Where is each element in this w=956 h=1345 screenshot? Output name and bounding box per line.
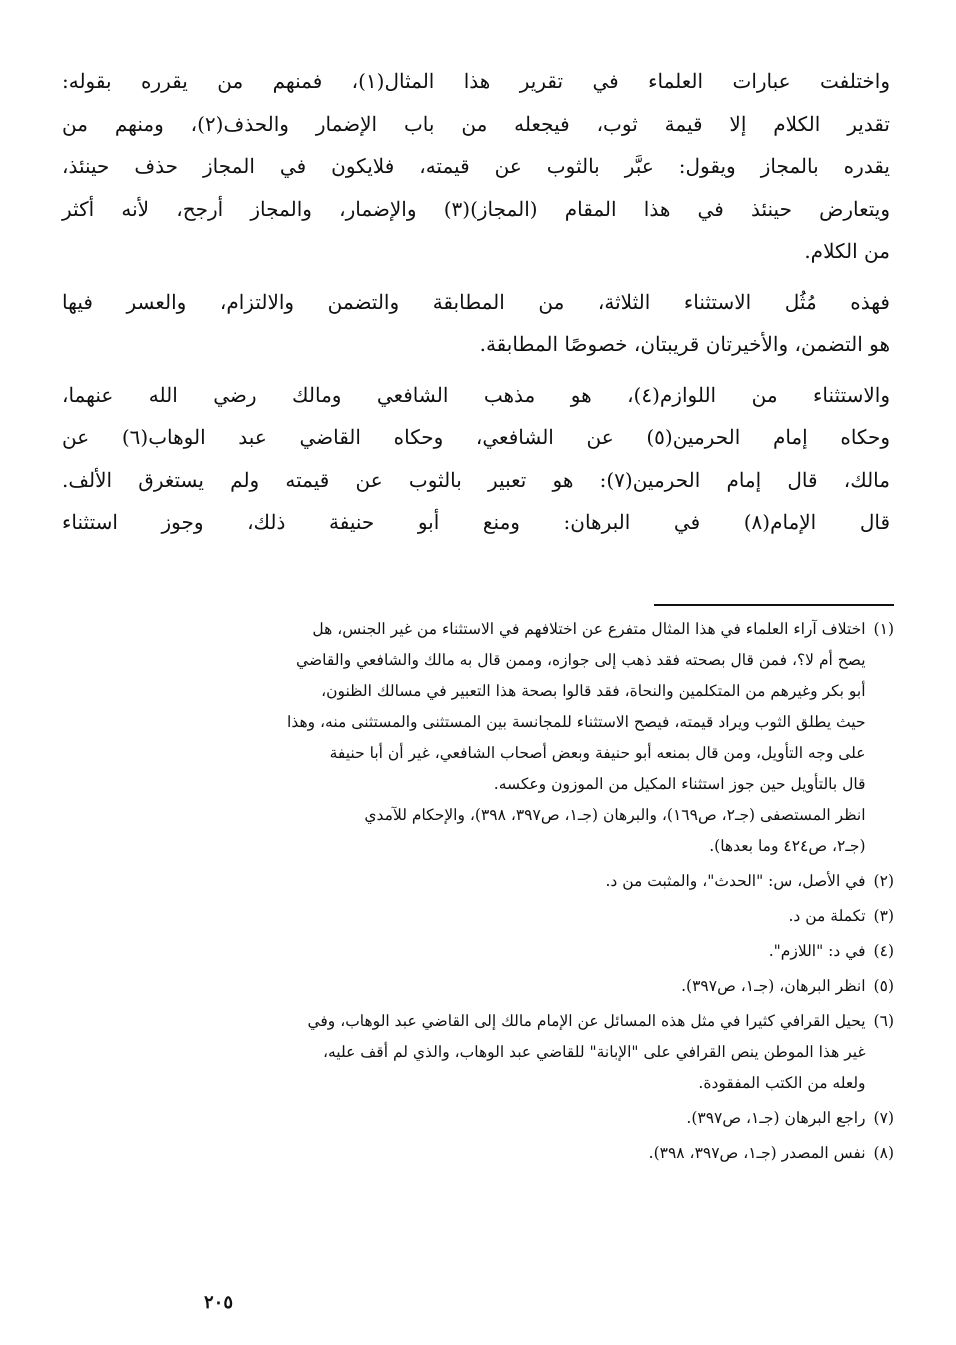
footnote-line: في الأصل، س: "الحدث"، والمثبت من د. — [605, 872, 866, 890]
paragraph-2 — [62, 281, 890, 366]
footnote-line: انظر المستصفى (جـ٢، ص١٦٩)، والبرهان (جـ١، ص٣٩٧، ٣٩٨)، والإحكام للآمدي — [364, 806, 866, 824]
footnote-text — [58, 971, 866, 1002]
footnote-6 — [58, 1006, 894, 1099]
footnote-7 — [58, 1103, 894, 1134]
footnote-line: (جـ٢، ص٤٢٤ وما بعدها). — [709, 837, 866, 855]
footnote-line: قال بالتأويل حين جوز استثناء المكيل من الموزون وعكسه. — [493, 775, 866, 793]
footnote-line: انظر البرهان، (جـ١، ص٣٩٧). — [681, 977, 866, 995]
footnote-text — [58, 1103, 866, 1134]
footnote-text — [58, 901, 866, 932]
footnote-line: على وجه التأويل، ومن قال بمنعه أبو حنيفة وبعض أصحاب الشافعي، غير أن أبا حنيفة — [329, 744, 866, 762]
paragraph-1 — [62, 60, 890, 273]
footnote-text — [58, 866, 866, 897]
footnote-line: ولعله من الكتب المفقودة. — [698, 1074, 866, 1092]
footnote-text — [58, 1006, 866, 1099]
footnote-8 — [58, 1138, 894, 1169]
footnote-text — [58, 614, 866, 862]
text-line: يقدره بالمجاز ويقول: عبَّر بالثوب عن قيمته، فلايكون في المجاز حذف حينئذ، — [62, 154, 890, 178]
footnote-1 — [58, 614, 894, 862]
main-text — [62, 60, 890, 552]
text-line: وحكاه إمام الحرمين(٥) عن الشافعي، وحكاه القاضي عبد الوهاب(٦) عن — [62, 425, 890, 449]
footnotes — [58, 614, 894, 1173]
footnote-line: أبو بكر وغيرهم من المتكلمين والنحاة، فقد قالوا بصحة هذا التعبير في مسالك الظنون، — [321, 682, 866, 700]
footnote-3 — [58, 901, 894, 932]
footnote-5 — [58, 971, 894, 1002]
text-line: قال الإمام(٨) في البرهان: ومنع أبو حنيفة ذلك، وجوز استثناء — [62, 510, 891, 534]
footnote-number: (٤) — [873, 942, 894, 960]
footnote-line: في د: "اللازم". — [768, 942, 866, 960]
text-line: واختلفت عبارات العلماء في تقرير هذا المثال(١)، فمنهم من يقرره بقوله: — [62, 69, 890, 93]
footnote-line: يحيل القرافي كثيرا في مثل هذه المسائل عن الإمام مالك إلى القاضي عبد الوهاب، وفي — [307, 1012, 866, 1030]
text-line: ويتعارض حينئذ في هذا المقام (المجاز)(٣) والإضمار، والمجاز أرجح، لأنه أكثر — [62, 196, 890, 221]
footnote-line: تكملة من د. — [788, 907, 866, 925]
footnote-number: (٧) — [873, 1109, 894, 1127]
footnote-number: (٥) — [873, 977, 894, 995]
footnote-text — [58, 1138, 866, 1169]
footnote-number: (١) — [873, 620, 894, 638]
page-number: ٢٠٥ — [204, 1292, 234, 1313]
text-line: هو التضمن، والأخيرتان قريبتان، خصوصًا المطابقة. — [479, 332, 890, 356]
footnote-line: راجع البرهان (جـ١، ص٣٩٧). — [686, 1109, 866, 1127]
text-line: فهذه مُثُل الاستثناء الثلاثة، من المطابقة والتضمن والالتزام، والعسر فيها — [62, 289, 890, 314]
footnote-line: يصح أم لا؟، فمن قال بصحته فقد ذهب إلى جوازه، وممن قال به مالك والشافعي والقاضي — [296, 651, 866, 669]
footnote-line: حيث يطلق الثوب ويراد قيمته، فيصح الاستثناء للمجانسة بين المستثنى والمستثنى منه، وهذا — [287, 713, 866, 731]
text-line: والاستثناء من اللوازم(٤)، هو مذهب الشافعي ومالك رضي الله عنهما، — [62, 382, 890, 407]
footnote-line: اختلاف آراء العلماء في هذا المثال متفرع عن اختلافهم في الاستثناء من غير الجنس، هل — [312, 620, 866, 638]
paragraph-3 — [62, 374, 890, 544]
footnote-2 — [58, 866, 894, 897]
footnote-text — [58, 936, 866, 967]
text-line: من الكلام. — [804, 239, 890, 263]
footnote-number: (٣) — [873, 907, 894, 925]
footnote-number: (٦) — [873, 1012, 894, 1030]
footnote-number: (٨) — [873, 1144, 894, 1162]
text-line: مالك، قال إمام الحرمين(٧): هو تعبير بالثوب عن قيمته ولم يستغرق الألف. — [62, 467, 890, 492]
footnote-divider — [654, 604, 894, 606]
footnote-line: غير هذا الموطن ينص القرافي على "الإبانة" للقاضي عبد الوهاب، والذي لم أقف عليه، — [322, 1043, 866, 1061]
footnote-number: (٢) — [873, 872, 894, 890]
text-line: تقدير الكلام إلا قيمة ثوب، فيجعله من باب الإضمار والحذف(٢)، ومنهم من — [62, 111, 890, 136]
footnote-line: نفس المصدر (جـ١، ص٣٩٧، ٣٩٨). — [648, 1144, 866, 1162]
footnote-4 — [58, 936, 894, 967]
